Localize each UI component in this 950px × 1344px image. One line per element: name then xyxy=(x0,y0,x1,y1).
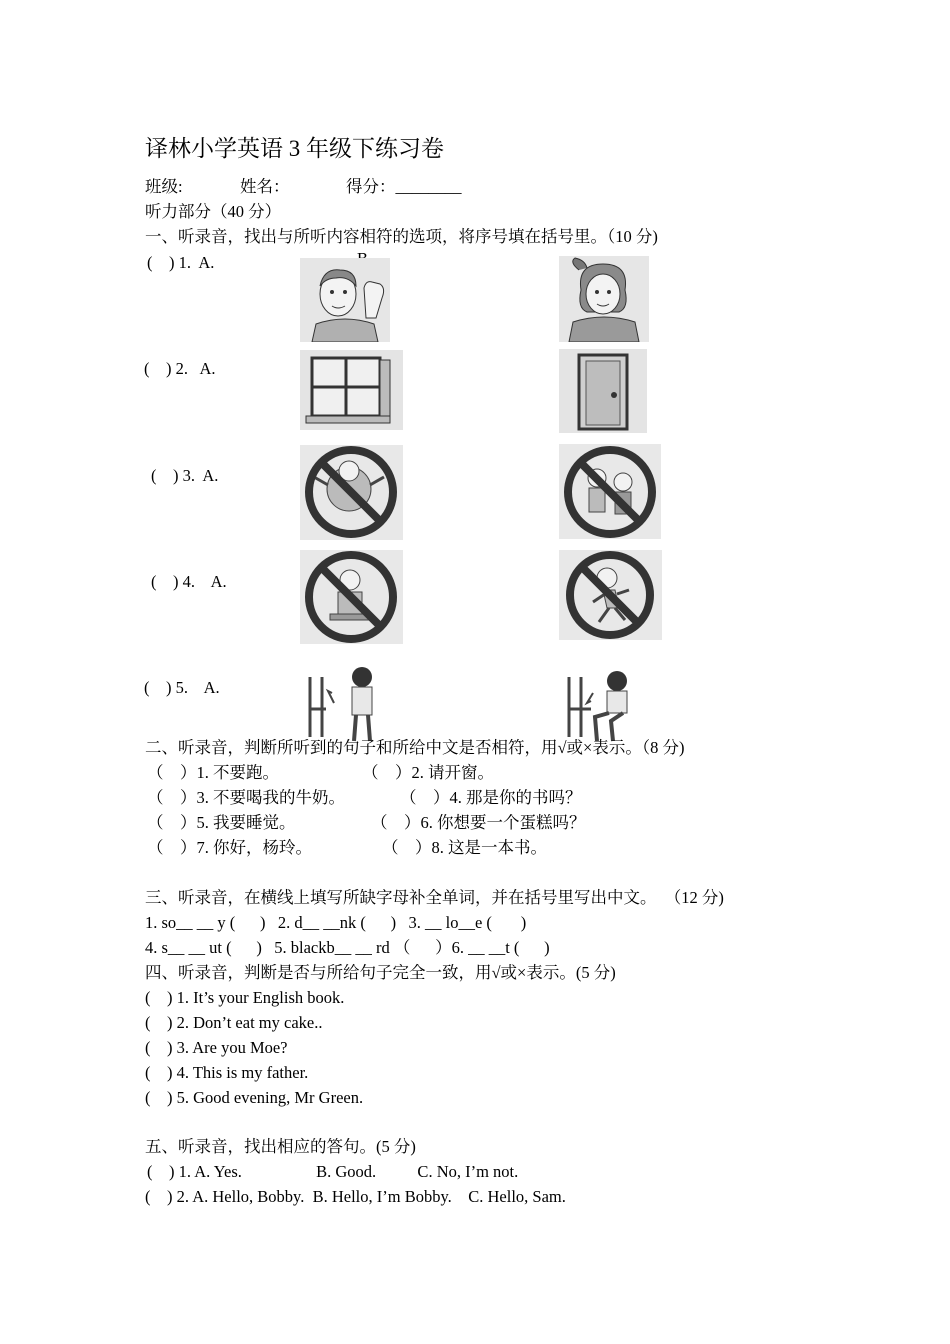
no-talking-icon xyxy=(559,444,661,539)
section1-item-1: ( ) 1. A. xyxy=(147,253,215,272)
section1-instruction: 一、听录音，找出与所听内容相符的选项，将序号填在括号里。（10 分) xyxy=(145,227,658,246)
section2-item-5: （ ）5. 我要睡觉。 xyxy=(147,813,296,832)
section4-item-3: ( ) 3. Are you Moe? xyxy=(145,1038,288,1057)
section2-item-3: （ ）3. 不要喝我的牛奶。 xyxy=(147,788,345,807)
section2-item-7: （ ）7. 你好，杨玲。 xyxy=(147,838,312,857)
section1-item-3: ( ) 3. A. xyxy=(151,466,219,485)
section1-item-5: ( ) 5. A. xyxy=(144,678,220,697)
section1-item-2: ( ) 2. A. xyxy=(144,359,216,378)
section5-item-1: ( ) 1. A. Yes. B. Good. C. No, I’m not. xyxy=(147,1162,519,1181)
section3-line-1: 1. so__ __ y ( ) 2. d__ __nk ( ) 3. __ lo__e ( ) xyxy=(145,913,527,932)
girl-waving-icon xyxy=(559,256,649,342)
sit-down-icon xyxy=(559,657,647,743)
section3-line-2: 4. s__ __ ut ( ) 5. blackb__ __ rd （ ）6. __ __t ( ) xyxy=(145,938,550,957)
page-title: 译林小学英语 3 年级下练习卷 xyxy=(145,136,444,161)
no-playing-icon xyxy=(300,445,403,540)
section4-item-5: ( ) 5. Good evening, Mr Green. xyxy=(145,1088,364,1107)
no-eating-icon xyxy=(300,550,403,644)
section4-item-1: ( ) 1. It’s your English book. xyxy=(145,988,345,1007)
name-label: 姓名： xyxy=(240,177,290,196)
section2-item-1: （ ）1. 不要跑。 xyxy=(147,763,279,782)
section1-item-4: ( ) 4. A. xyxy=(151,572,227,591)
section2-item-6: （ ）6. 你想要一个蛋糕吗？ xyxy=(371,813,586,832)
window-icon xyxy=(300,350,403,430)
stand-up-icon xyxy=(300,657,388,743)
section2-item-2: （ ）2. 请开窗。 xyxy=(362,763,494,782)
door-icon xyxy=(559,349,647,433)
section2-item-4: （ ）4. 那是你的书吗？ xyxy=(400,788,582,807)
section4-instruction: 四、听录音，判断是否与所给句子完全一致，用√或×表示。(5 分) xyxy=(145,963,616,982)
section3-instruction: 三、听录音，在横线上填写所缺字母补全单词，并在括号里写出中文。 （12 分) xyxy=(145,888,724,907)
class-label: 班级: xyxy=(145,177,183,196)
listening-part-heading: 听力部分（40 分） xyxy=(145,202,282,221)
score-label: 得分：________ xyxy=(346,177,462,196)
no-running-icon xyxy=(559,550,662,640)
section5-item-2: ( ) 2. A. Hello, Bobby. B. Hello, I’m Bobby. C. Hello, Sam. xyxy=(145,1187,566,1206)
section5-instruction: 五、听录音，找出相应的答句。(5 分) xyxy=(145,1137,416,1156)
man-waving-icon xyxy=(300,258,390,342)
section4-item-2: ( ) 2. Don’t eat my cake.. xyxy=(145,1013,323,1032)
section4-item-4: ( ) 4. This is my father. xyxy=(145,1063,309,1082)
section2-item-8: （ ）8. 这是一本书。 xyxy=(382,838,547,857)
section2-instruction: 二、听录音，判断所听到的句子和所给中文是否相符，用√或×表示。（8 分) xyxy=(145,738,685,757)
